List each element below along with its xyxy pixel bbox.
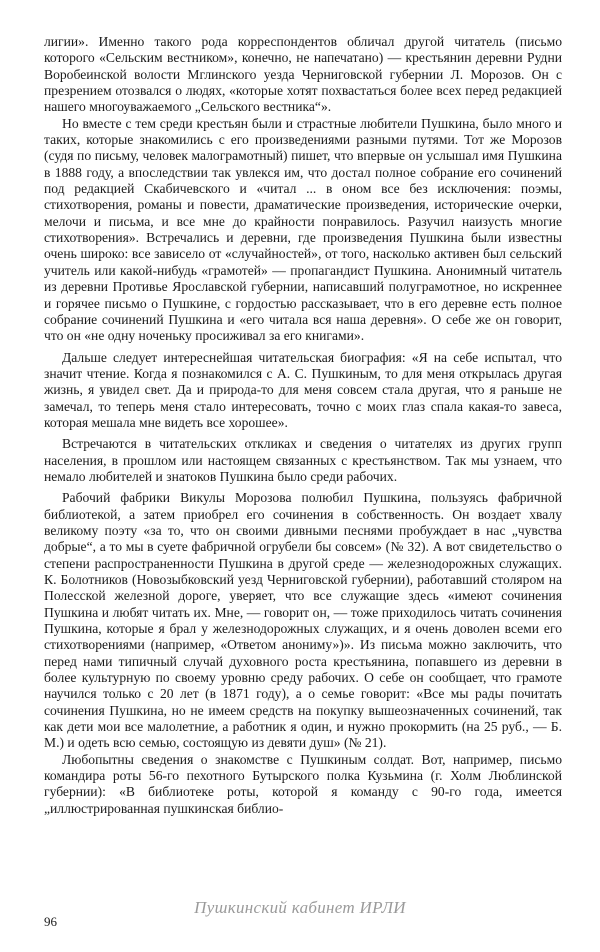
watermark: Пушкинский кабинет ИРЛИ bbox=[194, 898, 406, 917]
paragraph-3: Дальше следует интереснейшая читательская биография: «Я на себе испытал, что значит чтение. Когда я познакомился с А. С. Пушкиным, то для меня открылась другая жизнь, я увидел свет. Да и природа-то для меня совсем стала другая, что я раньше не замечал, то теперь меня стало интересовать, точно с моих глаз спала какая-то завеса, которая мешала мне видеть все хорошее». bbox=[44, 349, 562, 430]
paragraph-5: Рабочий фабрики Викулы Морозова полюбил Пушкина, пользуясь фабричной библиотекой, а затем приобрел его сочинения в собственность. Он воздает хвалу великому поэту «за то, что он своими дивными песнями пробуждает в нас „чувства добрые“, а то мы в суете фабричной огрубели бы совсем» (№ 32). А вот свидетельство о степени распространенности Пушкина в другой среде — железнодорожных служащих. К. Болотников (Новозыбковский уезд Черниговской губернии), работавший столяром на Полесской железной дороге, уверяет, что все служащие здесь «имеют сочинения Пушкина и любят читать их. Мне, — говорит он, — тоже приходилось читать сочинения Пушкина, которые я брал у железнодорожных служащих, и я очень доволен всеми его стихотворениями (например, «Ответом анониму»)». Из письма можно заключить, что перед нами типичный случай духовного роста крестьянина, попавшего из деревни в более культурную по своему уровню среду рабочих. О себе он сообщает, что грамоте научился только с 20 лет (в 1871 году), а о семье говорит: «Все мы рады почитать сочинения Пушкина, но не имеем средств на покупку вышеозначенных сочинений, так как дети мои все малолетние, а работник я один, и нужно прокормить (на 25 руб., — Б. М.) и одеть всю семью, состоящую из девяти душ» (№ 21). bbox=[44, 490, 562, 751]
paragraph-6: Любопытны сведения о знакомстве с Пушкиным солдат. Вот, например, письмо командира роты 56-го пехотного Бутырского полка Кузьмина (г. Холм Люблинской губернии): «В библиотеке роты, которой я команду с 90-го года, имеется „иллюстрированная пушкинская библио- bbox=[44, 751, 562, 816]
page-text bbox=[44, 34, 562, 817]
paragraph-1: лигии». Именно такого рода корреспондентов обличал другой читатель (письмо которого «Сельским вестником», конечно, не напечатано) — крестьянин деревни Рудни Воробеинской волости Мглинского уезда Черниговской губернии Л. Морозов. Он с презрением отозвался о людях, «которые хотят похвастаться более всех перед редакцией нашего многоуважаемого „Сельского вестника“». bbox=[44, 34, 562, 115]
paragraph-4: Встречаются в читательских откликах и сведения о читателях из других групп населения, в прошлом или настоящем связанных с крестьянством. Так мы узнаем, что немало любителей и знатоков Пушкина было среди рабочих. bbox=[44, 436, 562, 484]
page-number: 96 bbox=[44, 914, 57, 929]
paragraph-2: Но вместе с тем среди крестьян были и страстные любители Пушкина, было много и таких, которые знакомились с его произведениями разными путями. Тот же Морозов (судя по письму, человек малограмотный) пишет, что впервые он услышал имя Пушкина в 1888 году, а впоследствии так увлекся им, что достал полное собрание его сочинений под редакцией Скабичевского и «читал ... в оном все без исключения: поэмы, стихотворения, романы и повести, драматические произведения, исторические очерки, мелочи и письма, и все мне до крайности понравилось. Разучил наизусть многие стихотворения». Встречались и деревни, где произведения Пушкина были известны очень широко: все зависело от «случайностей», от того, насколько активен был сельский учитель или какой-нибудь «грамотей» — пропагандист Пушкина. Анонимный читатель из деревни Противье Ярославской губернии, написавший полуграмотное, но искреннее и горячее письмо о Пушкине, с гордостью рассказывает, что в его деревне есть полное собрание сочинений Пушкина и «его читала вся наша деревня». О себе же он говорит, что он «не одну ноченьку просиживал за его книгами». bbox=[44, 115, 562, 344]
